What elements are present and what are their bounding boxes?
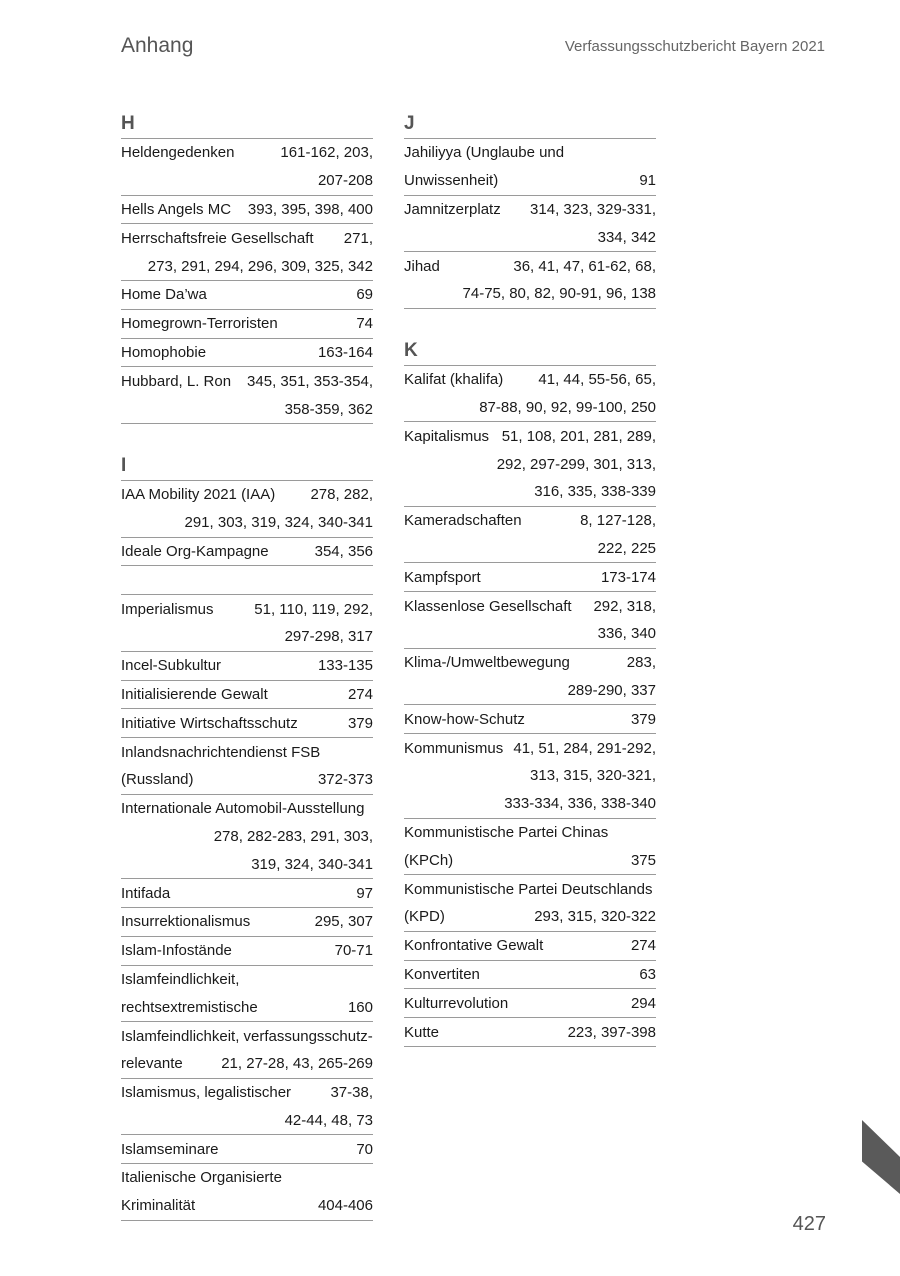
index-entry-line (404, 875, 656, 903)
index-term: Incel-Subkultur (121, 657, 222, 675)
index-term: Konvertiten (404, 965, 480, 983)
index-entry-line (121, 538, 373, 566)
index-entry-line (121, 595, 373, 623)
index-term: (KPD) (404, 908, 445, 926)
index-term: Home Da’wa (121, 286, 207, 304)
page-references: 207-208 (317, 172, 373, 190)
index-term: Konfrontative Gewalt (404, 937, 544, 955)
index-term: Heldengedenken (121, 144, 235, 162)
index-entry-line (121, 224, 373, 252)
page-references: 160 (347, 998, 373, 1016)
index-entry-line (121, 908, 373, 936)
index-term: Islamfeindlichkeit, (121, 970, 240, 988)
index-entry-line (404, 762, 656, 790)
page-references: 70-71 (334, 942, 373, 960)
page-references: 223, 397-398 (567, 1023, 656, 1041)
index-entry-line (121, 937, 373, 965)
index-entry (121, 1164, 373, 1221)
index-term: Insurrektionalismus (121, 913, 251, 931)
index-entry (121, 310, 373, 339)
index-term: (KPCh) (404, 851, 454, 869)
index-entry-line (404, 535, 656, 563)
index-entry-line (121, 766, 373, 794)
index-entry (121, 481, 373, 538)
page-references: 133-135 (317, 657, 373, 675)
index-term: Internationale Automobil-Ausstellung (121, 800, 365, 818)
page-references: 297-298, 317 (284, 628, 373, 646)
page-references: 283, (626, 654, 656, 672)
page-references: 163-164 (317, 343, 373, 361)
index-entry-line (404, 649, 656, 677)
index-entry (404, 366, 656, 423)
index-entry-line (404, 223, 656, 251)
index-entry-line (404, 677, 656, 705)
index-entry (121, 224, 373, 281)
index-term: rechtsextremistische (121, 998, 258, 1016)
index-term: Kameradschaften (404, 512, 522, 530)
index-term: Kutte (404, 1023, 440, 1041)
index-term: Ideale Org-Kampagne (121, 542, 269, 560)
page-references: 161-162, 203, (280, 144, 373, 162)
section-title: Anhang (121, 34, 194, 57)
page-references: 36, 41, 47, 61-62, 68, (513, 257, 656, 275)
page-references: 379 (630, 710, 656, 728)
index-entry (121, 966, 373, 1023)
page-references: 74 (356, 315, 373, 333)
index-term: Klassenlose Gesellschaft (404, 597, 572, 615)
index-entry (404, 592, 656, 649)
index-term: Inlandsnachrichtendienst FSB (121, 743, 321, 761)
index-entry-line (121, 681, 373, 709)
page-references: 319, 324, 340-341 (251, 855, 373, 873)
page-tab-marker (862, 1120, 900, 1194)
index-term: Kriminalität (121, 1197, 196, 1215)
page-references: 358-359, 362 (284, 400, 373, 418)
index-entry (404, 819, 656, 876)
index-entry-line (121, 1107, 373, 1135)
page-references: 334, 342 (597, 228, 656, 246)
page-references: 292, 297-299, 301, 313, (496, 455, 656, 473)
index-entry-line (404, 903, 656, 931)
index-entry (404, 989, 656, 1018)
page-references: 273, 291, 294, 296, 309, 325, 342 (147, 257, 373, 275)
page-number: 427 (792, 1213, 826, 1235)
letter-heading: H (121, 110, 373, 139)
index-entry (404, 1018, 656, 1047)
index-entry-line (121, 795, 373, 823)
index-term: Initiative Wirtschaftsschutz (121, 714, 298, 732)
page-references: 289-290, 337 (567, 681, 656, 699)
index-entry (121, 709, 373, 738)
index-entry-line (404, 819, 656, 847)
page-references: 173-174 (600, 568, 656, 586)
index-entry-line (121, 1079, 373, 1107)
index-column-right (404, 110, 656, 1047)
page-references: 372-373 (317, 771, 373, 789)
page-references: 291, 303, 319, 324, 340-341 (184, 514, 373, 532)
index-entry (121, 1079, 373, 1136)
index-term: Kommunistische Partei Deutschlands (404, 880, 653, 898)
index-entry-line (121, 1164, 373, 1192)
page-references: 274 (347, 685, 373, 703)
index-entry (121, 879, 373, 908)
index-entry-line (404, 450, 656, 478)
index-term: (Russland) (121, 771, 194, 789)
index-entry-line (121, 310, 373, 338)
index-term: Know-how-Schutz (404, 710, 525, 728)
index-entry-line (121, 966, 373, 994)
index-entry-line (404, 932, 656, 960)
index-entry-line (121, 509, 373, 537)
index-entry (404, 875, 656, 932)
page-references: 74-75, 80, 82, 90-91, 96, 138 (462, 285, 656, 303)
page-references: 91 (639, 172, 656, 190)
index-entry (121, 681, 373, 710)
page-references: 21, 27-28, 43, 265-269 (221, 1055, 373, 1073)
index-entry-line (121, 281, 373, 309)
index-term: Intifada (121, 884, 171, 902)
index-term: Kapitalismus (404, 427, 490, 445)
index-entry-line (404, 196, 656, 224)
index-entry (121, 281, 373, 310)
index-entry-line (404, 734, 656, 762)
publication-title: Verfassungsschutzbericht Bayern 2021 (564, 38, 825, 55)
page-references: 51, 110, 119, 292, (254, 600, 373, 618)
index-entry-line (121, 1050, 373, 1078)
index-entry-line (121, 823, 373, 851)
page-references: 87-88, 90, 92, 99-100, 250 (479, 398, 656, 416)
page-references: 69 (356, 286, 373, 304)
index-term: Herrschaftsfreie Gesellschaft (121, 229, 314, 247)
index-term: Jahiliyya (Unglaube und (404, 144, 565, 162)
page-references: 393, 395, 398, 400 (247, 200, 373, 218)
index-term: Hubbard, L. Ron (121, 372, 232, 390)
index-term: Homophobie (121, 343, 207, 361)
index-entry-line (121, 566, 373, 594)
letter-heading: J (404, 110, 656, 139)
letter-heading: K (404, 337, 656, 366)
index-entry (404, 734, 656, 818)
page-references: 313, 315, 320-321, (530, 767, 656, 785)
index-term: IAA Mobility 2021 (IAA) (121, 486, 276, 504)
page-references: 37-38, (330, 1084, 373, 1102)
index-entry (121, 908, 373, 937)
index-term: Islamfeindlichkeit, verfassungsschutz- (121, 1027, 373, 1045)
index-entry-line (121, 367, 373, 395)
index-entry (121, 139, 373, 196)
index-entry-line (404, 1018, 656, 1046)
page-references: 70 (356, 1140, 373, 1158)
page-references: 63 (639, 965, 656, 983)
page-references: 51, 108, 201, 281, 289, (501, 427, 656, 445)
index-entry (121, 595, 373, 652)
index-entry-line (121, 993, 373, 1021)
index-entry-line (121, 139, 373, 167)
index-entry (121, 652, 373, 681)
page-references: 333-334, 336, 338-340 (504, 795, 656, 813)
index-entry (404, 932, 656, 961)
index-entry-line (121, 652, 373, 680)
index-entry (404, 507, 656, 564)
index-entry-line (404, 620, 656, 648)
index-term: Imperialismus (121, 600, 214, 618)
index-entry-line (404, 563, 656, 591)
index-term: relevante (121, 1055, 183, 1073)
index-entry (404, 563, 656, 592)
index-term: Islamseminare (121, 1140, 219, 1158)
index-entry-line (404, 139, 656, 167)
page-references: 41, 44, 55-56, 65, (538, 371, 656, 389)
index-entry-line (404, 507, 656, 535)
index-entry (121, 566, 373, 595)
index-entry-line (121, 1022, 373, 1050)
index-entry-line (121, 623, 373, 651)
index-entry (121, 196, 373, 225)
page-references: 404-406 (317, 1197, 373, 1215)
index-entry-line (121, 252, 373, 280)
index-entry (404, 705, 656, 734)
page-references: 379 (347, 714, 373, 732)
page-references: 292, 318, (593, 597, 656, 615)
index-entry-line (404, 790, 656, 818)
index-entry (404, 649, 656, 706)
page-references: 8, 127-128, (580, 512, 656, 530)
page-references: 336, 340 (597, 625, 656, 643)
index-entry-line (404, 252, 656, 280)
index-entry-line (121, 339, 373, 367)
page-references: 271, (343, 229, 373, 247)
index-term: Homegrown-Terroristen (121, 315, 278, 333)
page-references: 375 (630, 851, 656, 869)
index-entry (121, 795, 373, 879)
index-entry-line (121, 1135, 373, 1163)
index-term: Kalifat (khalifa) (404, 371, 504, 389)
index-term: Klima-/Umweltbewegung (404, 654, 570, 672)
index-term: Initialisierende Gewalt (121, 685, 268, 703)
index-entry-line (121, 850, 373, 878)
index-term: Islam-Infostände (121, 942, 232, 960)
index-entry (121, 1135, 373, 1164)
page-references: 316, 335, 338-339 (534, 483, 656, 501)
index-entry-line (404, 280, 656, 308)
index-entry-line (121, 196, 373, 224)
index-term: Kulturrevolution (404, 994, 509, 1012)
index-entry-line (404, 478, 656, 506)
index-entry-line (121, 395, 373, 423)
index-term: Unwissenheit) (404, 172, 499, 190)
page-references: 222, 225 (597, 539, 656, 557)
page-references: 354, 356 (314, 542, 373, 560)
page-references: 278, 282, (310, 486, 373, 504)
index-entry (121, 738, 373, 795)
index-entry (121, 538, 373, 567)
index-entry-line (121, 738, 373, 766)
index-entry-line (121, 879, 373, 907)
page-references: 274 (630, 937, 656, 955)
index-entry (121, 367, 373, 424)
index-term: Kommunistische Partei Chinas (404, 823, 609, 841)
index-entry-line (404, 422, 656, 450)
index-entry-line (404, 394, 656, 422)
index-entry (404, 422, 656, 506)
index-entry-line (404, 167, 656, 195)
index-entry-line (404, 592, 656, 620)
index-entry (121, 1022, 373, 1079)
index-entry (404, 961, 656, 990)
index-entry-line (404, 846, 656, 874)
section-gap (404, 309, 656, 337)
index-term: Islamismus, legalistischer (121, 1084, 292, 1102)
section-gap (121, 424, 373, 452)
page-references: 42-44, 48, 73 (284, 1111, 373, 1129)
index-column-left (121, 110, 373, 1221)
page-references: 97 (356, 884, 373, 902)
page-references: 41, 51, 284, 291-292, (513, 739, 656, 757)
index-term: Jihad (404, 257, 440, 275)
index-entry-line (404, 961, 656, 989)
index-entry (404, 252, 656, 309)
index-entry (121, 937, 373, 966)
letter-heading: I (121, 452, 373, 481)
index-entry-line (121, 167, 373, 195)
index-entry-line (121, 481, 373, 509)
page-references: 345, 351, 353-354, (247, 372, 373, 390)
page-references: 314, 323, 329-331, (530, 200, 656, 218)
index-entry (404, 139, 656, 196)
page-references: 295, 307 (314, 913, 373, 931)
index-entry-line (121, 1192, 373, 1220)
index-entry (121, 339, 373, 368)
index-entry-line (404, 989, 656, 1017)
index-entry-line (121, 709, 373, 737)
index-term: Italienische Organisierte (121, 1169, 282, 1187)
page-references: 278, 282-283, 291, 303, (213, 827, 373, 845)
index-entry-line (404, 366, 656, 394)
page-references: 293, 315, 320-322 (534, 908, 656, 926)
index-term: Kommunismus (404, 739, 504, 757)
index-term: Kampfsport (404, 568, 481, 586)
index-entry-line (404, 705, 656, 733)
page-references: 294 (630, 994, 656, 1012)
index-entry (404, 196, 656, 253)
index-term: Jamnitzerplatz (404, 200, 501, 218)
index-term: Hells Angels MC (121, 200, 232, 218)
